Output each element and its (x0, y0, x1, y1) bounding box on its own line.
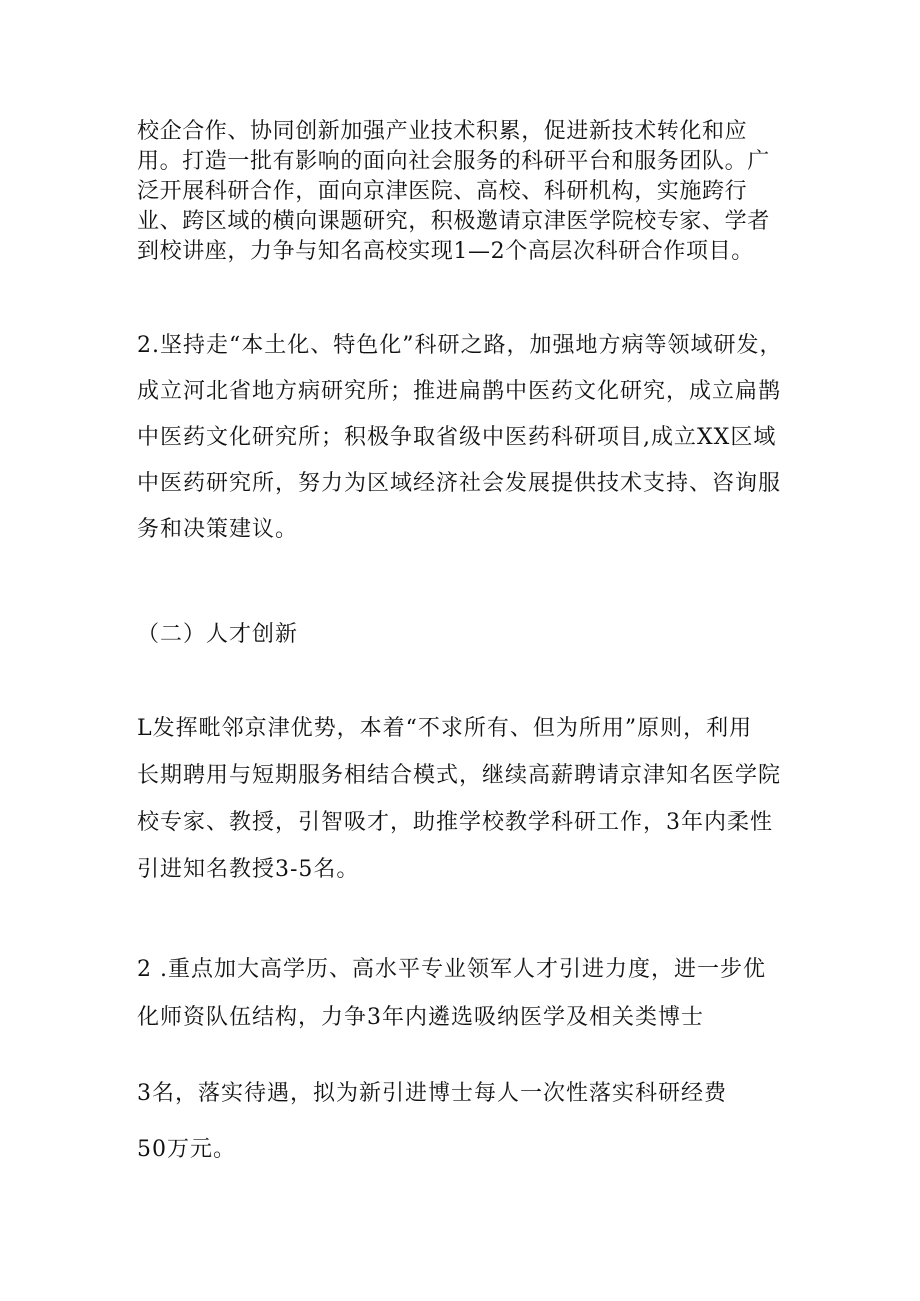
text-line: 中医药研究所，努力为区域经济社会发展提供技术支持、咨询服 (137, 471, 782, 496)
text-line: 长期聘用与短期服务相结合模式，继续高薪聘请京津知名医学院 (137, 763, 782, 788)
text-line: 化师资队伍结构，力争3年内遴选吸纳医学及相关类博士 (137, 1005, 704, 1030)
text-line: 务和决策建议。 (137, 517, 299, 542)
text-line: 业、跨区域的横向课题研究，积极邀请京津医学院校专家、学者 (137, 209, 770, 234)
text-line: 用。打造一批有影响的面向社会服务的科研平台和服务团队。广 (137, 149, 770, 174)
text-line: 50万元。 (137, 1137, 236, 1162)
text-line: 校企合作、协同创新加强产业技术积累，促进新技术转化和应 (137, 119, 748, 144)
text-line: 校专家、教授，引智吸才，助推学校教学科研工作，3年内柔性 (137, 810, 773, 835)
text-line: 成立河北省地方病研究所；推进扁鹊中医药文化研究，成立扁鹊 (137, 379, 782, 404)
text-line: L发挥毗邻京津优势，本着“不求所有、但为所用”原则，利用 (137, 716, 753, 741)
text-line: 到校讲座，力争与知名高校实现1—2个高层次科研合作项目。 (137, 239, 754, 264)
text-line: 引进知名教授3-5名。 (137, 857, 360, 882)
section-heading: （二）人才创新 (137, 622, 299, 647)
text-line: 2.坚持走“本土化、特色化”科研之路，加强地方病等领域研发， (137, 333, 783, 358)
text-line: 泛开展科研合作，面向京津医院、高校、科研机构，实施跨行 (137, 179, 748, 204)
text-line: 中医药文化研究所；积极争取省级中医药科研项目,成立XX区域 (137, 425, 777, 450)
text-line: 2 .重点加大高学历、高水平专业领军人才引进力度，进一步优 (137, 957, 766, 982)
text-line: 3名，落实待遇，拟为新引进博士每人一次性落实科研经费 (137, 1081, 727, 1106)
